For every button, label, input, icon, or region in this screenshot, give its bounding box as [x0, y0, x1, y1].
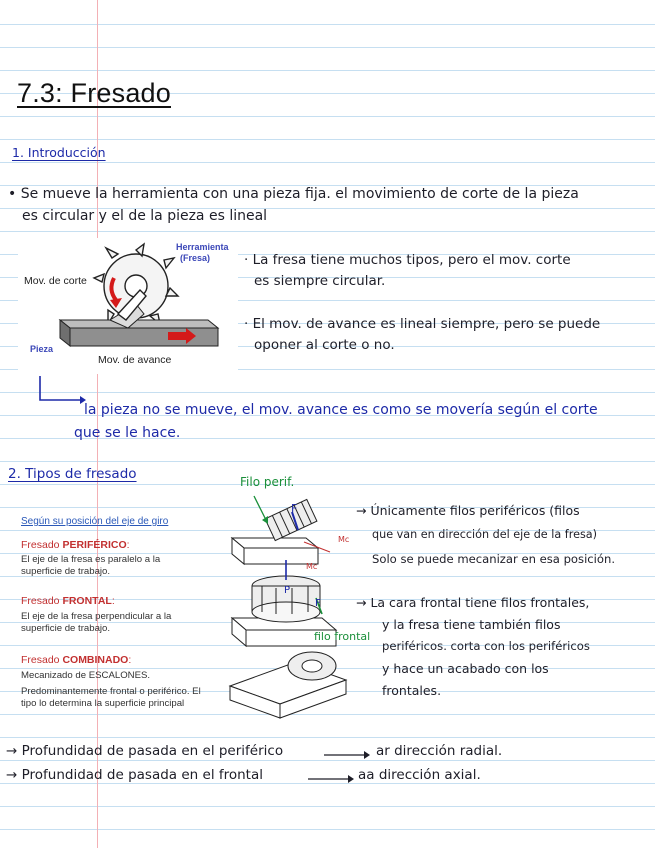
tipo-colon: :	[111, 595, 115, 607]
tipo-periferico-title	[21, 539, 130, 551]
note-frontal-4: y hace un acabado con los	[382, 661, 549, 676]
tipo-name: PERIFÉRICO	[62, 539, 127, 551]
intro-line-1: • Se mueve la herramienta con una pieza fija. el movimiento de corte de la pieza	[8, 186, 579, 202]
tipo-frontal-text-1: El eje de la fresa perpendicular a la	[21, 611, 172, 622]
label-p: P	[284, 585, 291, 596]
tipo-colon: :	[126, 539, 130, 551]
section-heading-tipos: 2. Tipos de fresado	[8, 466, 137, 482]
note-avance-2: oponer al corte o no.	[254, 337, 395, 353]
tipo-frontal-text-2: superficie de trabajo.	[21, 623, 111, 634]
tipo-combinado-text-1: Mecanizado de ESCALONES.	[21, 670, 151, 681]
blue-note-line-1: la pieza no se mueve, el mov. avance es como se movería según el corte	[84, 402, 598, 418]
label-fresa: (Fresa)	[180, 253, 211, 263]
peripheral-milling-icon	[232, 499, 318, 564]
note-frontal-1: → La cara frontal tiene filos frontales,	[356, 595, 590, 610]
margin-line	[97, 0, 98, 848]
note-avance-1: · El mov. de avance es lineal siempre, pero se puede	[244, 316, 601, 332]
note-frontal-3: periféricos. corta con los periféricos	[382, 639, 590, 653]
bottom-line-2-left: → Profundidad de pasada en el frontal	[6, 767, 263, 783]
tipo-combinado-text-2: Predominantemente frontal o periférico. El	[21, 686, 201, 697]
label-filo-perif: Filo perif.	[240, 475, 295, 489]
note-tipos-1: · La fresa tiene muchos tipos, pero el mov. corte	[244, 252, 571, 268]
feed-arrow-icon	[168, 332, 186, 340]
note-periferico-3: Solo se puede mecanizar en esa posición.	[372, 552, 616, 566]
bottom-line-2-right: aa dirección axial.	[358, 767, 481, 783]
workpiece-icon	[60, 304, 218, 346]
tipo-prefix: Fresado	[21, 595, 63, 607]
tipo-combinado-text-3: tipo lo determina la superficie principal	[21, 698, 185, 709]
tipo-name: COMBINADO	[62, 654, 129, 666]
tipo-periferico-text-2: superficie de trabajo.	[21, 566, 111, 577]
blue-note-line-2: que se le hace.	[74, 425, 181, 441]
label-filo-frontal: filo frontal	[314, 630, 371, 643]
note-frontal-5: frontales.	[382, 683, 442, 698]
section-heading-intro: 1. Introducción	[12, 145, 106, 160]
label-mov-avance: Mov. de avance	[98, 354, 172, 366]
page-title: 7.3: Fresado	[17, 78, 171, 108]
milling-types-figure	[226, 490, 366, 720]
label-mc-2: Mc	[306, 562, 318, 571]
tipos-subtitle: Según su posición del eje de giro	[21, 516, 169, 527]
note-tipos-2: es siempre circular.	[254, 273, 386, 289]
tipo-periferico-text-1: El eje de la fresa es paralelo a la	[21, 554, 161, 565]
tipo-prefix: Fresado	[21, 654, 63, 666]
long-arrow-icon	[324, 750, 370, 760]
tipo-name: FRONTAL	[62, 595, 112, 607]
label-f-1: F	[291, 502, 298, 515]
long-arrow-icon	[308, 774, 354, 784]
intro-line-2: es circular y el de la pieza es lineal	[22, 208, 268, 224]
label-pieza: Pieza	[30, 344, 54, 354]
note-frontal-2: y la fresa tiene también filos	[382, 617, 561, 632]
combined-milling-icon	[230, 652, 346, 718]
label-herramienta: Herramienta	[176, 242, 229, 252]
label-mc-1: Mc	[338, 535, 350, 544]
note-periferico-2: que van en dirección del eje de la fresa)	[372, 528, 597, 541]
tipo-colon: :	[128, 654, 132, 666]
tipo-frontal-title	[21, 595, 115, 607]
milling-figure	[18, 238, 238, 374]
bottom-line-1-left: → Profundidad de pasada en el periférico	[6, 743, 284, 759]
label-mov-corte: Mov. de corte	[24, 275, 87, 287]
label-f-2: F	[315, 598, 321, 609]
bottom-line-1-right: ar dirección radial.	[376, 743, 503, 759]
bent-arrow-icon	[36, 374, 86, 408]
tipo-combinado-title	[21, 654, 131, 666]
tipo-prefix: Fresado	[21, 539, 63, 551]
note-periferico-1: → Únicamente filos periféricos (filos	[356, 503, 580, 518]
